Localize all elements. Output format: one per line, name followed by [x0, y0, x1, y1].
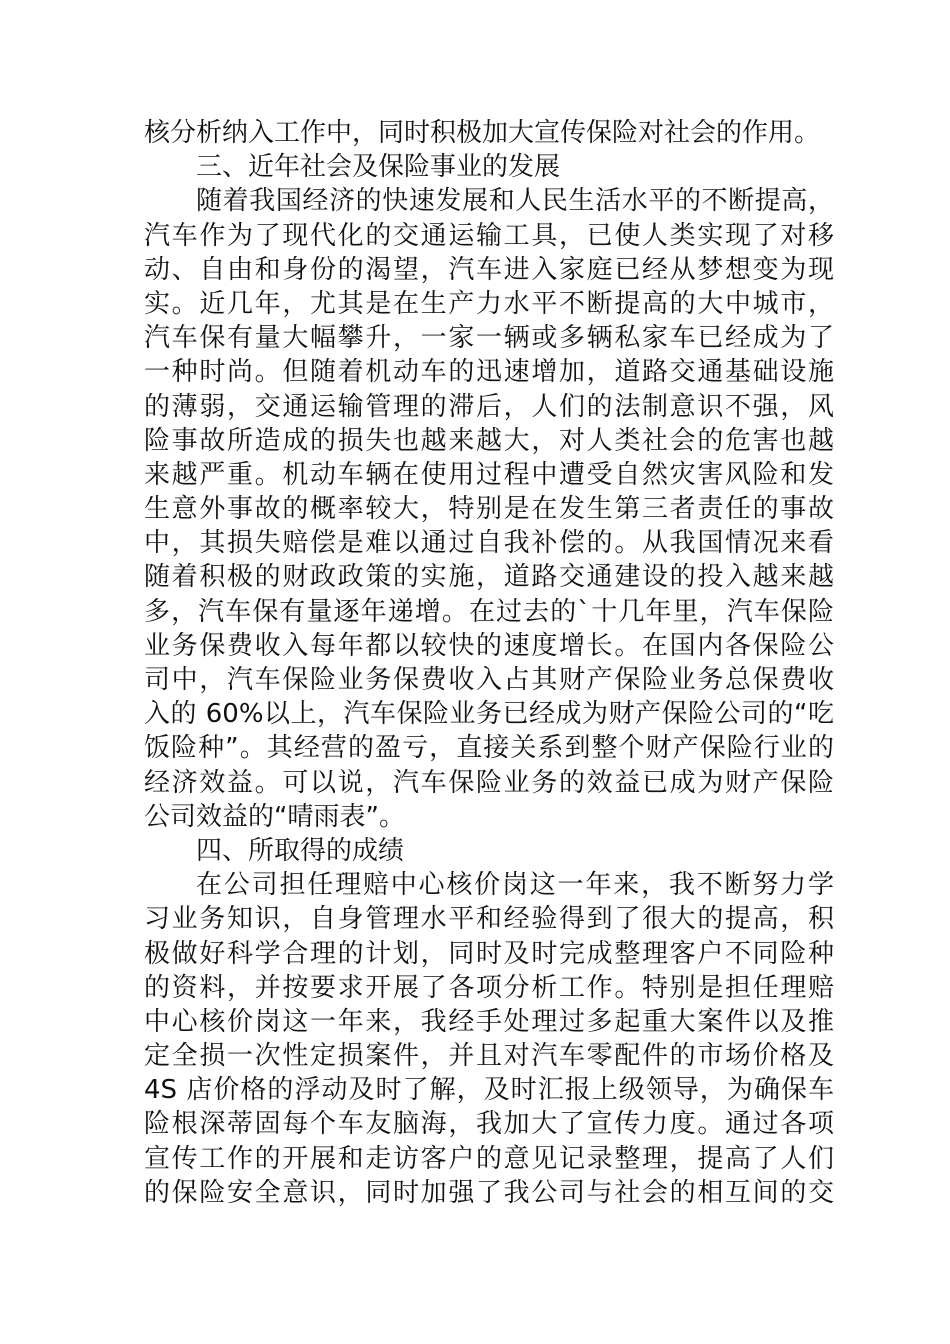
text-line: 多，汽车保有量逐年递增。在过去的`十几年里，汽车保险 — [144, 596, 834, 627]
text-line: 中，其损失赔偿是难以通过自我补偿的。从我国情况来看 — [144, 528, 834, 559]
text-line: 极做好科学合理的计划，同时及时完成整理客户不同险种 — [144, 938, 834, 969]
text-line: 随着我国经济的快速发展和人民生活水平的不断提高， — [196, 186, 834, 217]
text-line: 宣传工作的开展和走访客户的意见记录整理，提高了人们 — [144, 1143, 834, 1174]
text-line: 的保险安全意识，同时加强了我公司与社会的相互间的交 — [144, 1177, 834, 1208]
text-line: 核分析纳入工作中，同时积极加大宣传保险对社会的作用。 — [144, 118, 821, 148]
text-line: 中心核价岗这一年来，我经手处理过多起重大案件以及推 — [144, 1006, 834, 1037]
text-line: 生意外事故的概率较大，特别是在发生第三者责任的事故 — [144, 494, 834, 525]
text-line: 公司效益的“晴雨表”。 — [144, 801, 405, 832]
text-line: 在公司担任理赔中心核价岗这一年来，我不断努力学 — [196, 870, 834, 901]
text-line: 4S 店价格的浮动及时了解，及时汇报上级领导，为确保车 — [144, 1075, 834, 1106]
text-line: 饭险种”。其经营的盈亏，直接关系到整个财产保险行业的 — [144, 733, 834, 764]
text-line: 动、自由和身份的渴望，汽车进入家庭已经从梦想变为现 — [144, 254, 834, 285]
document-body — [144, 116, 834, 1210]
text-line: 险事故所造成的损失也越来越大，对人类社会的危害也越 — [144, 425, 834, 456]
text-line: 经济效益。可以说，汽车保险业务的效益已成为财产保险 — [144, 767, 834, 798]
text-line: 的薄弱，交通运输管理的滞后，人们的法制意识不强，风 — [144, 391, 834, 422]
section-heading: 四、所取得的成绩 — [196, 835, 405, 866]
text-line: 来越严重。机动车辆在使用过程中遭受自然灾害风险和发 — [144, 459, 834, 490]
text-line: 业务保费收入每年都以较快的速度增长。在国内各保险公 — [144, 630, 834, 661]
text-line: 随着积极的财政政策的实施，道路交通建设的投入越来越 — [144, 562, 834, 593]
text-line: 险根深蒂固每个车友脑海，我加大了宣传力度。通过各项 — [144, 1109, 834, 1140]
text-line: 定全损一次性定损案件，并且对汽车零配件的市场价格及 — [144, 1041, 834, 1072]
text-line: 实。近几年，尤其是在生产力水平不断提高的大中城市， — [144, 288, 834, 319]
text-line: 入的 60%以上，汽车保险业务已经成为财产保险公司的“吃 — [144, 699, 834, 730]
text-line: 的资料，并按要求开展了各项分析工作。特别是担任理赔 — [144, 972, 834, 1003]
text-line: 汽车作为了现代化的交通运输工具，已使人类实现了对移 — [144, 220, 834, 251]
text-line: 司中，汽车保险业务保费收入占其财产保险业务总保费收 — [144, 665, 834, 695]
section-heading: 三、近年社会及保险事业的发展 — [196, 152, 561, 183]
text-line: 习业务知识，自身管理水平和经验得到了很大的提高，积 — [144, 904, 834, 935]
text-line: 一种时尚。但随着机动车的迅速增加，道路交通基础设施 — [144, 357, 834, 388]
text-line: 汽车保有量大幅攀升，一家一辆或多辆私家车已经成为了 — [144, 323, 834, 354]
